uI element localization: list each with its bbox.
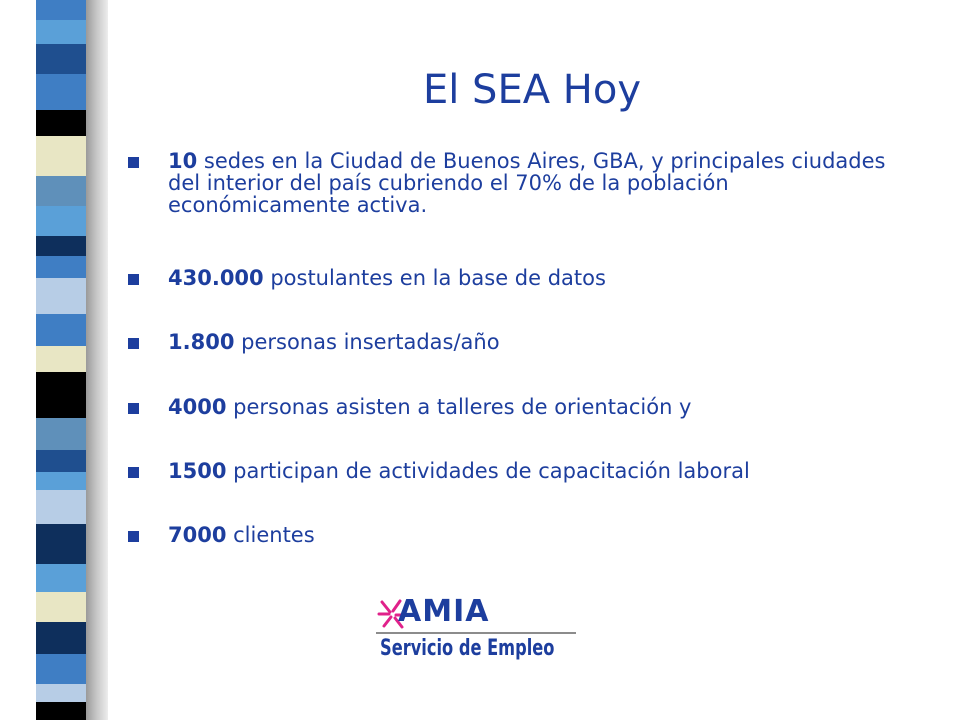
bullet-text — [168, 396, 913, 418]
bullet-description: personas asisten a talleres de orientación y — [226, 395, 692, 419]
bullet-description: postulantes en la base de datos — [263, 266, 606, 290]
logo-service-text: Servicio de Empleo — [380, 636, 555, 661]
bullet-text — [168, 267, 913, 289]
stripe-block — [36, 564, 86, 592]
stripe-block — [36, 490, 86, 524]
stripe-block — [36, 0, 86, 20]
bullet-description: clientes — [226, 523, 315, 547]
stripe-block — [36, 314, 86, 346]
stripe-block — [36, 702, 86, 720]
bullet-number: 1500 — [168, 459, 227, 483]
bullet-number: 1.800 — [168, 330, 235, 354]
stripe-block — [36, 418, 86, 450]
bullet-description: sedes en la Ciudad de Buenos Aires, GBA, y principales ciudades del interior del país cubriendo el 70% de la población económicamente activa. — [168, 149, 886, 217]
bullet-description: participan de actividades de capacitación laboral — [226, 459, 750, 483]
stripe-block — [36, 472, 86, 490]
stripe-block — [36, 524, 86, 564]
bullet-text — [168, 150, 913, 216]
bullet-text — [168, 524, 913, 546]
stripe-block — [36, 236, 86, 256]
stripe-block — [36, 346, 86, 372]
bullet-marker-icon — [128, 403, 139, 414]
logo-divider — [376, 632, 576, 634]
stripe-block — [36, 450, 86, 472]
stripe-block — [36, 372, 86, 418]
amia-logo — [376, 596, 576, 670]
stripe-block — [36, 278, 86, 314]
slide-title: El SEA Hoy — [422, 67, 642, 113]
stripe-block — [36, 592, 86, 622]
bullet-marker-icon — [128, 531, 139, 542]
bullet-marker-icon — [128, 274, 139, 285]
stripe-block — [36, 20, 86, 44]
stripe-block — [36, 136, 86, 176]
bullet-number: 430.000 — [168, 266, 264, 290]
stripe-block — [36, 256, 86, 278]
bullet-description: personas insertadas/año — [234, 330, 500, 354]
bullet-text — [168, 460, 913, 482]
bullet-text — [168, 331, 913, 353]
bullet-number: 4000 — [168, 395, 227, 419]
bullet-marker-icon — [128, 467, 139, 478]
bullet-number: 10 — [168, 149, 198, 173]
stripe-block — [36, 654, 86, 684]
bullet-number: 7000 — [168, 523, 227, 547]
stripe-block — [36, 684, 86, 702]
stripe-block — [36, 176, 86, 206]
bullet-marker-icon — [128, 338, 139, 349]
amia-brand-text: AMIA — [398, 594, 490, 629]
bullet-marker-icon — [128, 157, 139, 168]
stripe-block — [36, 206, 86, 236]
stripe-block — [36, 622, 86, 654]
